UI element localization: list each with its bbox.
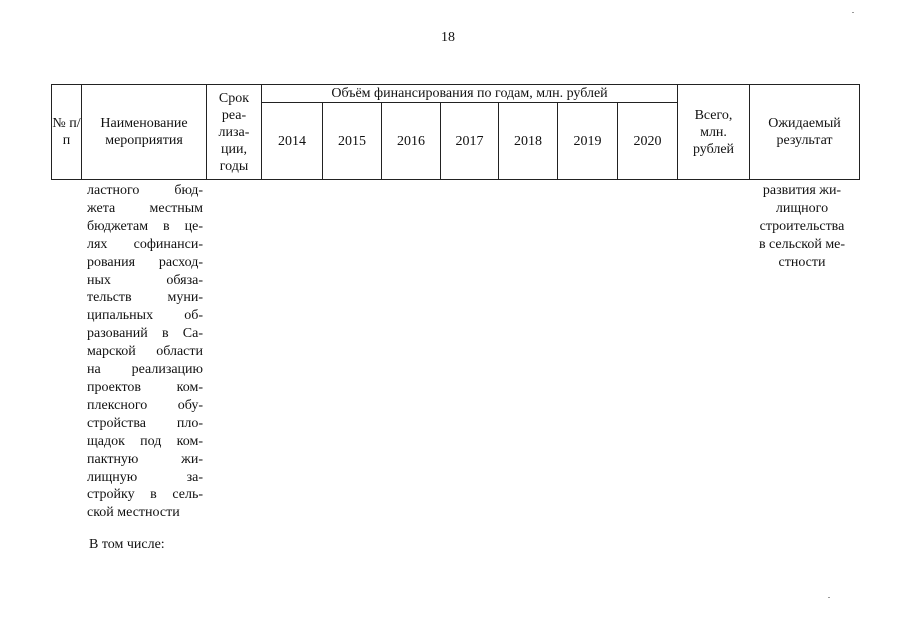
header-result-label bbox=[750, 115, 859, 149]
in-that-number-label: В том числе: bbox=[89, 537, 165, 552]
header-result-col bbox=[750, 85, 860, 180]
measure-text-line: пактную жи- bbox=[87, 451, 203, 467]
scan-speck bbox=[852, 12, 854, 13]
measure-description bbox=[87, 182, 203, 522]
table-header bbox=[51, 84, 860, 180]
measure-text-line: жета местным bbox=[87, 200, 203, 216]
header-total-line: Всего, bbox=[694, 107, 733, 123]
header-year: 2014 bbox=[262, 103, 323, 180]
measure-text-line: разований в Са- bbox=[87, 326, 203, 342]
header-year: 2016 bbox=[382, 103, 441, 180]
measure-text-line: стройку в сель- bbox=[87, 487, 203, 503]
scan-speck bbox=[828, 597, 830, 598]
header-year: 2019 bbox=[558, 103, 618, 180]
header-name-label: Наименование мероприятия bbox=[100, 116, 188, 148]
measure-text-line: ластного бюд- bbox=[87, 183, 203, 198]
header-total-line: млн. bbox=[700, 124, 727, 140]
measure-text-line: ципальных об- bbox=[87, 308, 203, 324]
header-num-col bbox=[52, 85, 82, 180]
header-term-col bbox=[207, 85, 262, 180]
header-term-line: годы bbox=[219, 158, 249, 174]
header-funding-label: Объём финансирования по годам, млн. рублей bbox=[331, 86, 608, 101]
header-year: 2015 bbox=[323, 103, 382, 180]
measure-text-line: бюджетам в це- bbox=[87, 218, 203, 234]
header-year: 2018 bbox=[499, 103, 558, 180]
measure-text-line: рования расход- bbox=[87, 254, 203, 270]
header-term-line: Срок bbox=[218, 90, 250, 106]
measure-text-line: плексного обу- bbox=[87, 397, 203, 413]
header-term-line: реа- bbox=[221, 107, 247, 123]
page-number: 18 bbox=[441, 30, 455, 45]
header-term-line: лиза- bbox=[218, 124, 250, 140]
header-funding-group bbox=[262, 85, 678, 103]
measure-text-line: щадок под ком- bbox=[87, 433, 203, 449]
measure-text-line: стройства пло- bbox=[87, 415, 203, 431]
header-year: 2020 bbox=[618, 103, 678, 180]
measure-text-line: тельств муни- bbox=[87, 290, 203, 306]
measure-text-line: лищную за- bbox=[87, 469, 203, 485]
header-result-line: Ожидаемый bbox=[768, 116, 841, 131]
header-total-col bbox=[678, 85, 750, 180]
result-text-line: строительства bbox=[759, 218, 845, 234]
measure-text-line: марской области bbox=[87, 344, 203, 360]
measure-text-line: ской местности bbox=[87, 505, 180, 521]
result-text-line: лищного bbox=[775, 200, 829, 216]
header-total-label bbox=[678, 107, 749, 158]
result-text-line: стности bbox=[778, 254, 826, 270]
header-name-col bbox=[82, 85, 207, 180]
result-text-line: в сельской ме- bbox=[758, 236, 846, 252]
header-term-label bbox=[207, 90, 261, 175]
header-total-line: рублей bbox=[692, 141, 735, 157]
result-text-line: развития жи- bbox=[762, 183, 842, 198]
header-result-line: результат bbox=[776, 133, 833, 148]
expected-result-text bbox=[750, 182, 854, 272]
measure-text-line: на реализацию bbox=[87, 362, 203, 378]
header-term-line: ции, bbox=[221, 141, 247, 157]
header-num-label: № п/п bbox=[52, 116, 81, 148]
measure-text-line: ных обяза- bbox=[87, 272, 203, 288]
measure-text-line: проектов ком- bbox=[87, 379, 203, 395]
measure-text-line: лях софинанси- bbox=[87, 236, 203, 252]
header-year: 2017 bbox=[441, 103, 499, 180]
